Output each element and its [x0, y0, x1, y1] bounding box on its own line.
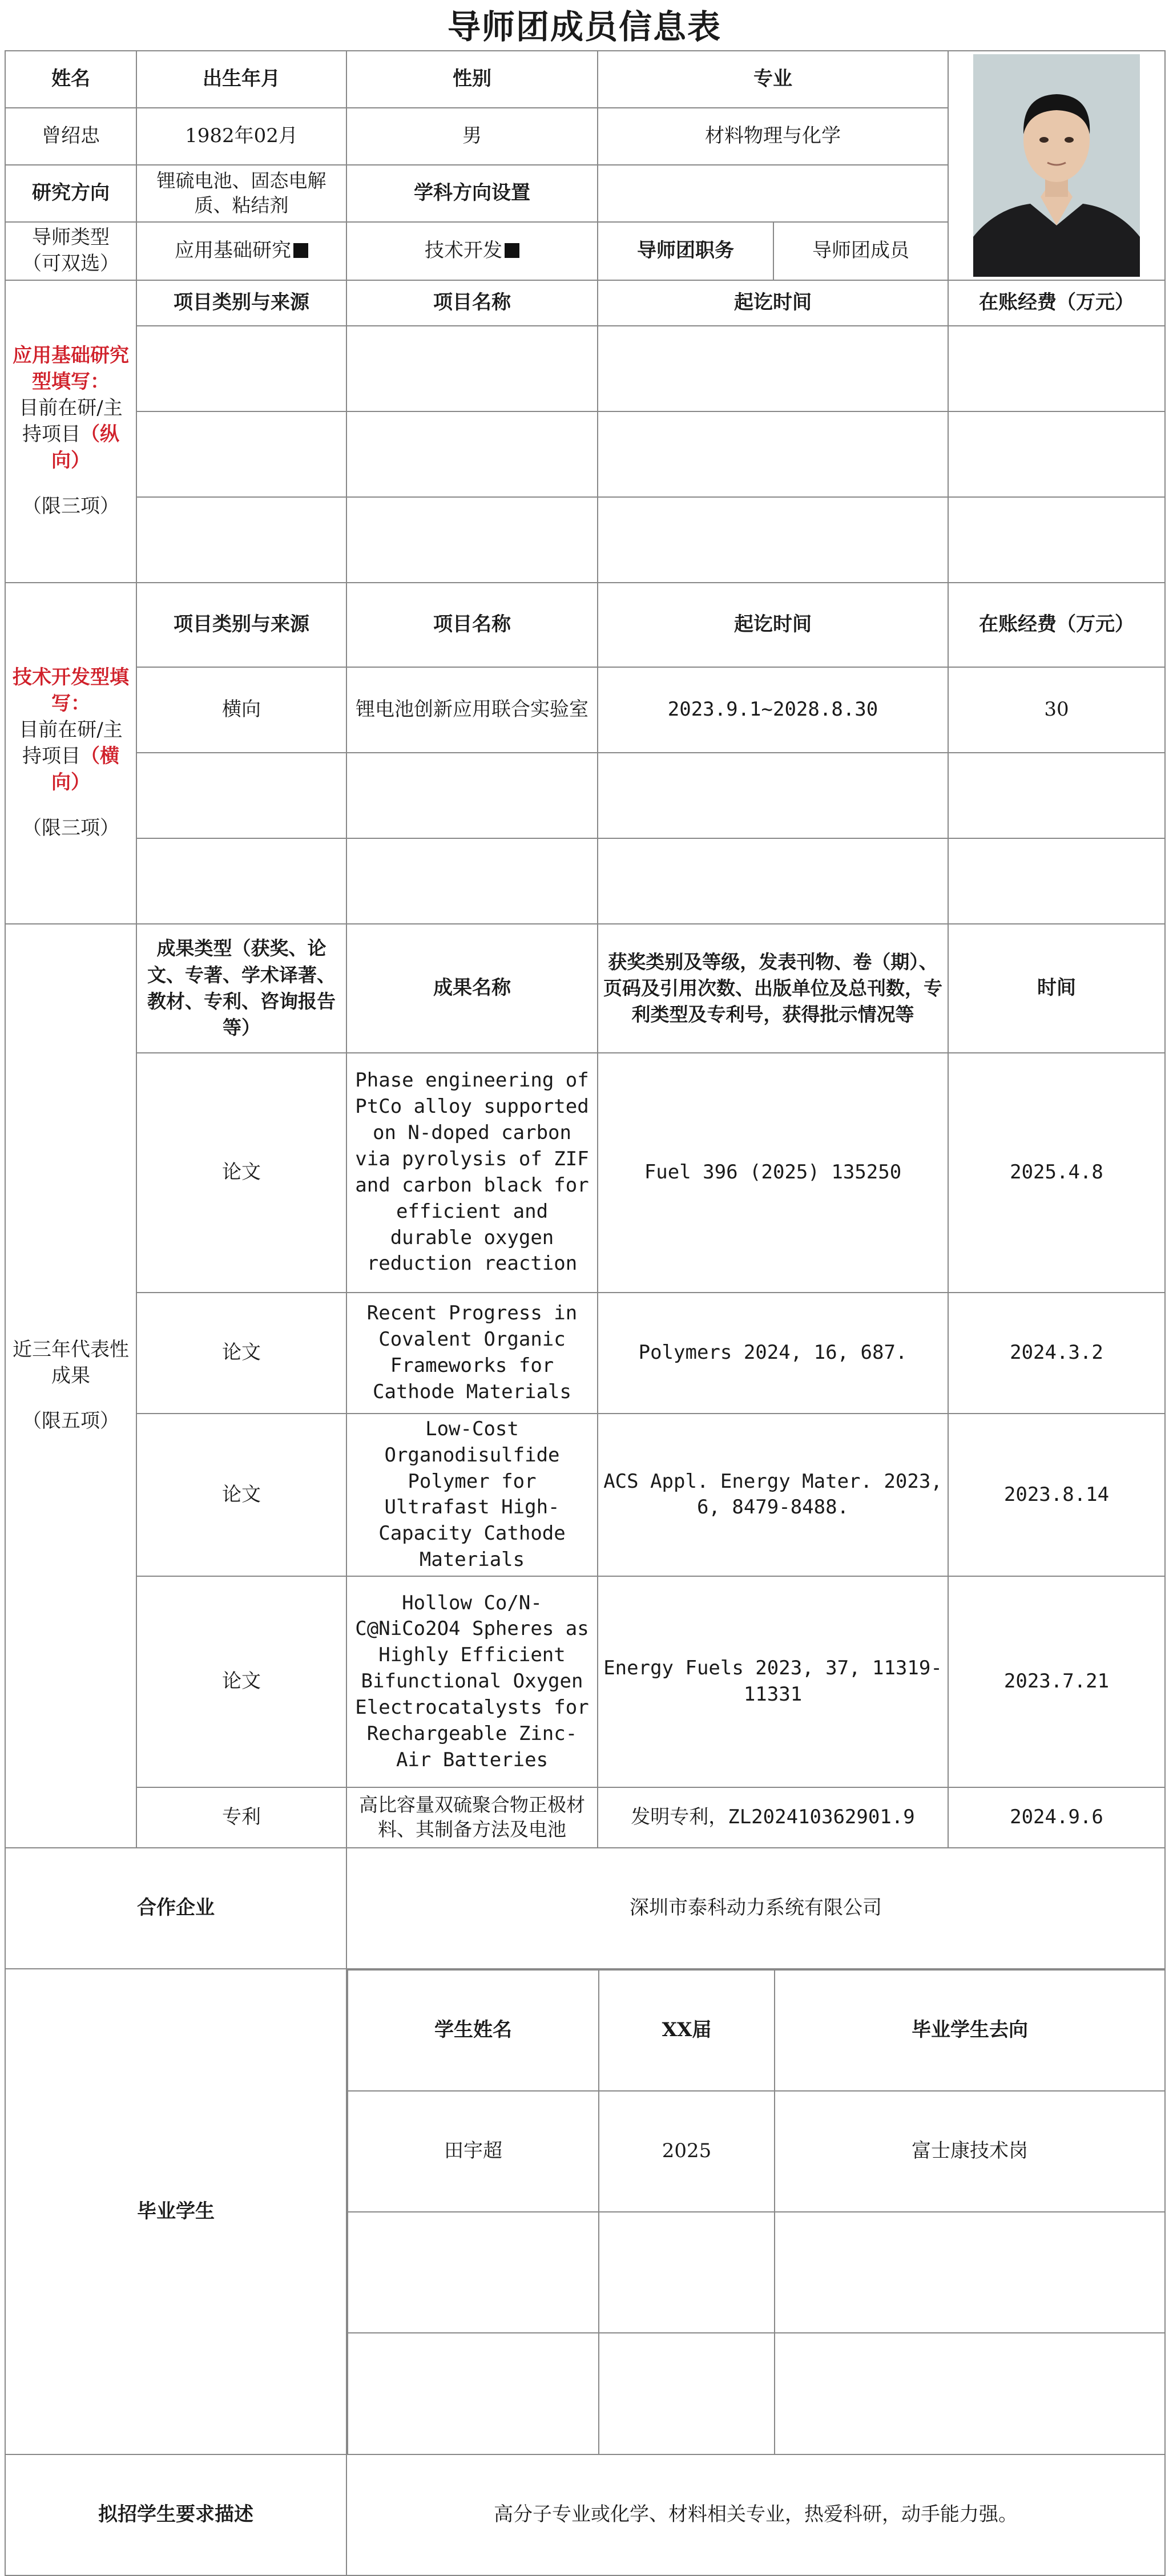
applied-row-1-period	[598, 326, 948, 411]
applied-row-2-name	[346, 411, 598, 497]
achievements-side-label	[5, 924, 136, 1848]
achievement-3-date: 2023.8.14	[948, 1414, 1165, 1576]
tech-header-period: 起讫时间	[598, 583, 948, 667]
applied-side-red-1: 应用基础研究型填写	[13, 344, 129, 393]
name-value: 曾绍忠	[5, 108, 136, 165]
tech-side-text: 目前在研/主持项目	[19, 718, 123, 768]
graduate-2-year	[599, 2212, 775, 2333]
applied-side-text: 目前在研/主持项目	[19, 396, 123, 446]
achievements-side-limit: （限五项）	[22, 1410, 119, 1433]
tech-side-label	[5, 583, 136, 924]
applied-row-2-funds	[948, 411, 1165, 497]
achievement-5-name: 高比容量双硫聚合物正极材料、其制备方法及电池	[346, 1787, 598, 1848]
applied-row-1-source	[136, 326, 346, 411]
achievement-2-type: 论文	[136, 1293, 346, 1414]
tutor-type-applied[interactable]	[136, 222, 346, 280]
tech-row-3-source	[136, 838, 346, 924]
achievements-side-title: 近三年代表性成果	[13, 1338, 129, 1387]
tech-header-source: 项目类别与来源	[136, 583, 346, 667]
position-value: 导师团成员	[773, 222, 948, 280]
info-table	[5, 50, 1166, 2576]
tech-row-3-name	[346, 838, 598, 924]
applied-row-3-funds	[948, 497, 1165, 583]
achievement-4-type: 论文	[136, 1576, 346, 1787]
tech-side-limit: （限三项）	[22, 816, 119, 839]
applied-row-2-source	[136, 411, 346, 497]
achievement-2-name: Recent Progress in Covalent Organic Frameworks for Cathode Materials	[346, 1293, 598, 1414]
research-value: 锂硫电池、固态电解质、粘结剂	[136, 165, 346, 222]
discipline-label: 学科方向设置	[346, 165, 598, 222]
tutor-type-label-line1: 导师类型	[32, 226, 110, 249]
tech-row-1-source: 横向	[136, 667, 346, 753]
graduates-header-destination: 毕业学生去向	[775, 1970, 1164, 2091]
birth-value: 1982年02月	[136, 108, 346, 165]
achievement-1-date: 2025.4.8	[948, 1053, 1165, 1293]
name-label: 姓名	[5, 51, 136, 108]
tutor-type-tech[interactable]	[346, 222, 598, 280]
graduates-header-name: 学生姓名	[348, 1970, 599, 2091]
graduate-3-year	[599, 2333, 775, 2454]
tech-row-1-name: 锂电池创新应用联合实验室	[346, 667, 598, 753]
tech-side-red-2: （横向）	[51, 744, 119, 794]
applied-header-period: 起讫时间	[598, 280, 948, 326]
partner-label: 合作企业	[5, 1848, 346, 1969]
achievement-3-name: Low-Cost Organodisulfide Polymer for Ultrafast High-Capacity Cathode Materials	[346, 1414, 598, 1576]
applied-row-2-period	[598, 411, 948, 497]
page-title: 导师团成员信息表	[447, 7, 721, 46]
applied-side-limit: （限三项）	[22, 494, 119, 518]
tech-header-funds: 在账经费（万元）	[948, 583, 1165, 667]
achievement-3-details: ACS Appl. Energy Mater. 2023, 6, 8479-8488.	[598, 1414, 948, 1576]
tech-row-2-funds	[948, 753, 1165, 838]
achievements-header-details: 获奖类别及等级，发表刊物、卷（期）、页码及引用次数、出版单位及总刊数，专利类型及专利号，获得批示情况等	[598, 924, 948, 1053]
tutor-type-tech-label: 技术开发	[425, 239, 502, 262]
major-label: 专业	[598, 51, 948, 108]
tech-side-colon: ：	[71, 692, 90, 715]
discipline-value	[598, 165, 948, 222]
achievement-4-details: Energy Fuels 2023, 37, 11319-11331	[598, 1576, 948, 1787]
tech-row-3-funds	[948, 838, 1165, 924]
requirements-label: 拟招学生要求描述	[5, 2454, 346, 2575]
graduate-1-year: 2025	[599, 2091, 775, 2212]
applied-row-1-funds	[948, 326, 1165, 411]
tech-side-red-1: 技术开发型填写	[13, 666, 129, 715]
position-label: 导师团职务	[598, 222, 773, 280]
achievement-1-details: Fuel 396 (2025) 135250	[598, 1053, 948, 1293]
tutor-type-label	[5, 222, 136, 280]
graduates-table	[347, 1969, 1164, 2454]
tech-row-1-period: 2023.9.1~2028.8.30	[598, 667, 948, 753]
achievement-1-name: Phase engineering of PtCo alloy supported on N-doped carbon via pyrolysis of ZIF and carbon black for efficient and durable oxygen reduction reaction	[346, 1053, 598, 1293]
achievement-3-type: 论文	[136, 1414, 346, 1576]
applied-row-1-name	[346, 326, 598, 411]
applied-side-red-2: （纵向）	[51, 422, 119, 472]
tech-row-2-source	[136, 753, 346, 838]
gender-value: 男	[346, 108, 598, 165]
portrait-image	[973, 54, 1140, 277]
tech-row-2-period	[598, 753, 948, 838]
gender-label: 性别	[346, 51, 598, 108]
graduate-3-destination	[775, 2333, 1164, 2454]
tech-header-name: 项目名称	[346, 583, 598, 667]
applied-side-colon: ：	[90, 370, 110, 393]
graduate-1-destination: 富士康技术岗	[775, 2091, 1164, 2212]
birth-label: 出生年月	[136, 51, 346, 108]
applied-row-3-period	[598, 497, 948, 583]
achievement-5-type: 专利	[136, 1787, 346, 1848]
achievement-1-type: 论文	[136, 1053, 346, 1293]
portrait-photo	[973, 54, 1140, 277]
tech-row-1-funds: 30	[948, 667, 1165, 753]
achievements-header-name: 成果名称	[346, 924, 598, 1053]
major-value: 材料物理与化学	[598, 108, 948, 165]
applied-row-3-source	[136, 497, 346, 583]
applied-side-label	[5, 280, 136, 583]
applied-header-source: 项目类别与来源	[136, 280, 346, 326]
achievement-2-date: 2024.3.2	[948, 1293, 1165, 1414]
achievements-header-date: 时间	[948, 924, 1165, 1053]
achievement-4-name: Hollow Co/N-C@NiCo2O4 Spheres as Highly Efficient Bifunctional Oxygen Electrocatalysts for Rechargeable Zinc-Air Batteries	[346, 1576, 598, 1787]
graduate-2-name	[348, 2212, 599, 2333]
research-label: 研究方向	[5, 165, 136, 222]
partner-value: 深圳市泰科动力系统有限公司	[346, 1848, 1165, 1969]
graduates-label: 毕业学生	[5, 1969, 346, 2454]
achievement-5-details: 发明专利，ZL202410362901.9	[598, 1787, 948, 1848]
applied-header-name: 项目名称	[346, 280, 598, 326]
requirements-value: 高分子专业或化学、材料相关专业，热爱科研，动手能力强。	[346, 2454, 1165, 2575]
tech-row-2-name	[346, 753, 598, 838]
achievement-5-date: 2024.9.6	[948, 1787, 1165, 1848]
checked-square-icon	[505, 243, 519, 258]
checked-square-icon	[293, 243, 308, 258]
graduates-header-year: XX届	[599, 1970, 775, 2091]
photo-cell	[948, 51, 1165, 280]
graduate-1-name: 田宇超	[348, 2091, 599, 2212]
achievement-4-date: 2023.7.21	[948, 1576, 1165, 1787]
graduates-table-cell	[346, 1969, 1165, 2454]
graduate-3-name	[348, 2333, 599, 2454]
tutor-type-label-line2: （可双选）	[22, 252, 119, 275]
graduate-2-destination	[775, 2212, 1164, 2333]
applied-row-3-name	[346, 497, 598, 583]
applied-header-funds: 在账经费（万元）	[948, 280, 1165, 326]
achievement-2-details: Polymers 2024, 16, 687.	[598, 1293, 948, 1414]
achievements-header-type: 成果类型（获奖、论文、专著、学术译著、教材、专利、咨询报告等）	[136, 924, 346, 1053]
tutor-type-applied-label: 应用基础研究	[175, 239, 291, 262]
tech-row-3-period	[598, 838, 948, 924]
